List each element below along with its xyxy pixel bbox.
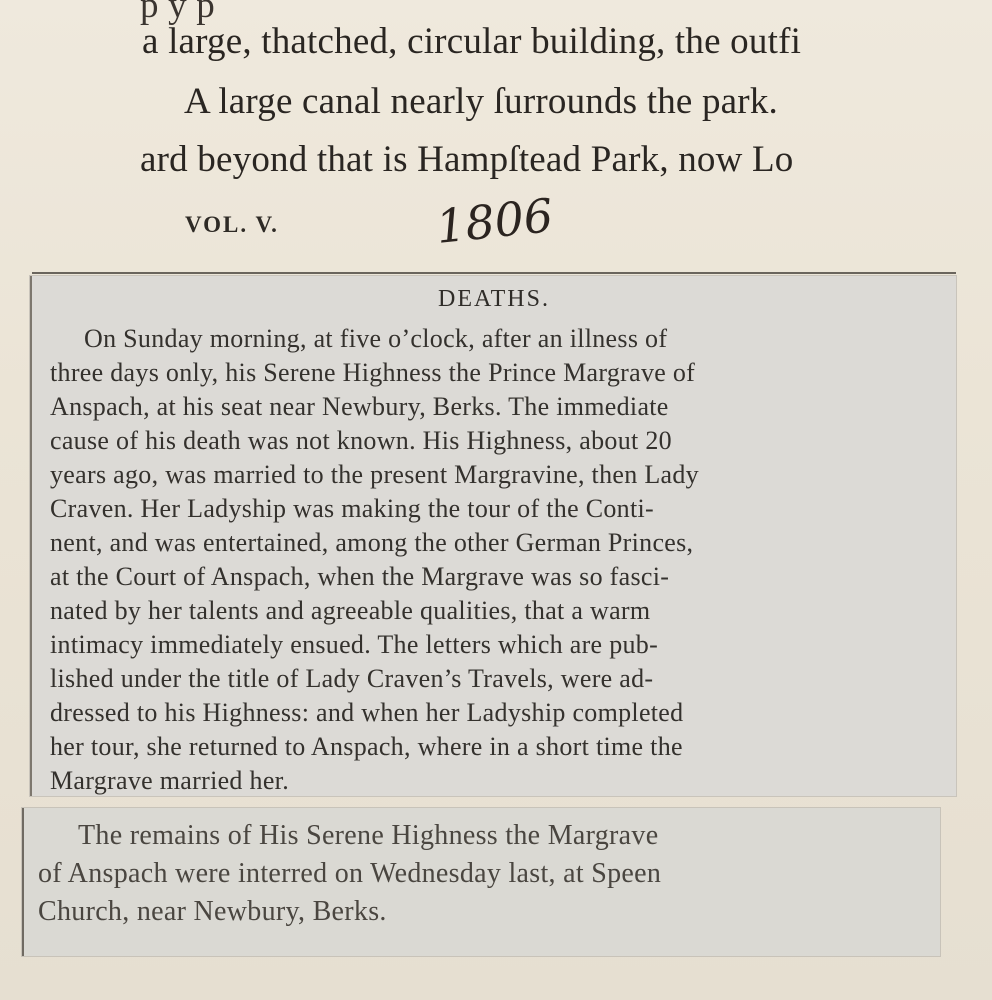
book-text-line-cut: p y p: [140, 0, 215, 26]
clipping-line: Craven. Her Ladyship was making the tour of the Conti-: [50, 494, 654, 523]
clipping-line: cause of his death was not known. His Highness, about 20: [50, 426, 672, 455]
clipping-line: years ago, was married to the present Margravine, then Lady: [50, 460, 699, 489]
book-text-line: a large, thatched, circular building, the outfi: [142, 21, 802, 62]
handwritten-year: 1806: [433, 188, 556, 254]
clipping-line: at the Court of Anspach, when the Margrave was so fasci-: [50, 562, 670, 591]
clipping-line: intimacy immediately ensued. The letters which are pub-: [50, 630, 659, 659]
clipping-line: Church, near Newbury, Berks.: [38, 896, 387, 927]
clipping-line: of Anspach were interred on Wednesday last, at Speen: [38, 858, 662, 889]
book-text-line: A large canal nearly ſurrounds the park.: [184, 81, 778, 122]
clipping-line: Anspach, at his seat near Newbury, Berks. The immediate: [50, 392, 669, 421]
clipping-line: dressed to his Highness: and when her Ladyship completed: [50, 698, 684, 727]
volume-label: VOL. V.: [185, 212, 279, 237]
clipping-line: Margrave married her.: [50, 766, 289, 795]
clipping-line: her tour, she returned to Anspach, where in a short time the: [50, 732, 683, 761]
remains-clipping: [22, 808, 940, 956]
book-text-line: ard beyond that is Hampſtead Park, now Lo: [140, 139, 794, 180]
clipping-line: On Sunday morning, at five o’clock, after an illness of: [84, 324, 668, 353]
clipping-line: nated by her talents and agreeable qualities, that a warm: [50, 596, 651, 625]
clipping-line: nent, and was entertained, among the other German Princes,: [50, 528, 694, 557]
clipping-line: The remains of His Serene Highness the Margrave: [78, 820, 659, 851]
clipping-rule: [32, 272, 956, 274]
deaths-clipping: [30, 276, 956, 796]
clipping-line: lished under the title of Lady Craven’s Travels, were ad-: [50, 664, 654, 693]
clipping-line: three days only, his Serene Highness the Prince Margrave of: [50, 358, 696, 387]
clipping-title: DEATHS.: [437, 286, 550, 312]
